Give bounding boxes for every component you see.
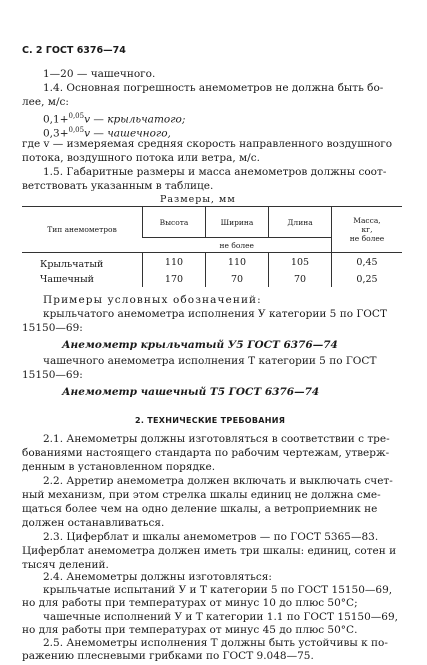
text-line: 1—20 — чашечного.	[43, 68, 156, 80]
text-line: 15150—69:	[22, 322, 83, 334]
text-line: потока, воздушного потока или ветра, м/с.	[22, 152, 260, 164]
sub-header-max: не более	[143, 238, 332, 253]
section-title: 2. ТЕХНИЧЕСКИЕ ТРЕБОВАНИЯ	[135, 416, 286, 425]
formula-line: 0,1+$^{0,05}$v — крыльчатого;	[43, 112, 186, 126]
text-line: должен останавливаться.	[22, 517, 165, 529]
text-line: 2.4. Анемометры должны изготовляться:	[43, 571, 272, 583]
text-line: 1.5. Габаритные размеры и масса анемометров должны соот-	[43, 166, 387, 178]
text-line: ветствовать указанным в таблице.	[22, 180, 214, 192]
formula-line: 0,3+$^{0,05}$v — чашечного,	[43, 126, 171, 140]
col-header-type: Тип анемометров	[22, 207, 143, 253]
text-line: денным в установленном порядке.	[22, 461, 216, 473]
table-caption: Размеры, мм	[160, 194, 236, 205]
text-line: Циферблат анемометра должен иметь три шкалы: единиц, сотен и	[22, 545, 397, 557]
col-header-width: Ширина	[206, 207, 269, 238]
text-line: но для работы при температурах от минус 45 до плюс 50°С.	[22, 623, 358, 636]
text-line: щаться более чем на одно деление шкалы, а ветроприемник не	[22, 503, 378, 515]
col-header-mass: Масса, кг, не более	[332, 207, 403, 253]
example-designation: Анемометр крыльчатый У5 ГОСТ 6376—74	[62, 339, 338, 351]
text-line: 2.1. Анемометры должны изготовляться в соответствии с тре-	[43, 433, 390, 445]
text-line: ражению плесневыми грибками по ГОСТ 9.048—75.	[22, 650, 314, 663]
text-line: где v — измеряемая средняя скорость направленного воздушного	[22, 138, 393, 150]
text-line: лее, м/с:	[22, 96, 69, 108]
table-row: Крыльчатый 110 110 105 0,45	[22, 253, 402, 273]
text-line: крыльчатые испытаний У и Т категории 5 по ГОСТ 15150—69,	[43, 584, 393, 597]
text-line: 2.3. Циферблат и шкалы анемометров — по ГОСТ 5365—83.	[43, 531, 379, 543]
col-header-length: Длина	[269, 207, 332, 238]
page-header: С. 2 ГОСТ 6376—74	[22, 45, 126, 56]
table-row: Чашечный 170 70 70 0,25	[22, 272, 402, 287]
dimensions-table	[22, 206, 402, 287]
text-line: чашечного анемометра исполнения Т категории 5 по ГОСТ	[43, 355, 377, 367]
text-line: ный механизм, при этом стрелка шкалы единиц не должна сме-	[22, 489, 381, 501]
text-line: крыльчатого анемометра исполнения У категории 5 по ГОСТ	[43, 308, 387, 320]
text-line: 2.2. Арретир анемометра должен включать и выключать счет-	[43, 475, 393, 487]
text-line: тысяч делений.	[22, 559, 109, 571]
text-line: чашечные исполнений У и Т категории 1.1 по ГОСТ 15150—69,	[43, 610, 398, 623]
examples-heading: Примеры условных обозначений:	[43, 294, 262, 306]
col-header-height: Высота	[143, 207, 206, 238]
text-line: 1.4. Основная погрешность анемометров не должна быть бо-	[43, 82, 384, 94]
example-designation: Анемометр чашечный Т5 ГОСТ 6376—74	[62, 386, 320, 398]
text-line: бованиями настоящего стандарта по рабочим чертежам, утверж-	[22, 447, 390, 459]
text-line: 15150—69:	[22, 369, 83, 381]
text-line: 2.5. Анемометры исполнения Т должны быть устойчивы к по-	[43, 637, 388, 649]
text-line: но для работы при температурах от минус 10 до плюс 50°С;	[22, 597, 358, 610]
